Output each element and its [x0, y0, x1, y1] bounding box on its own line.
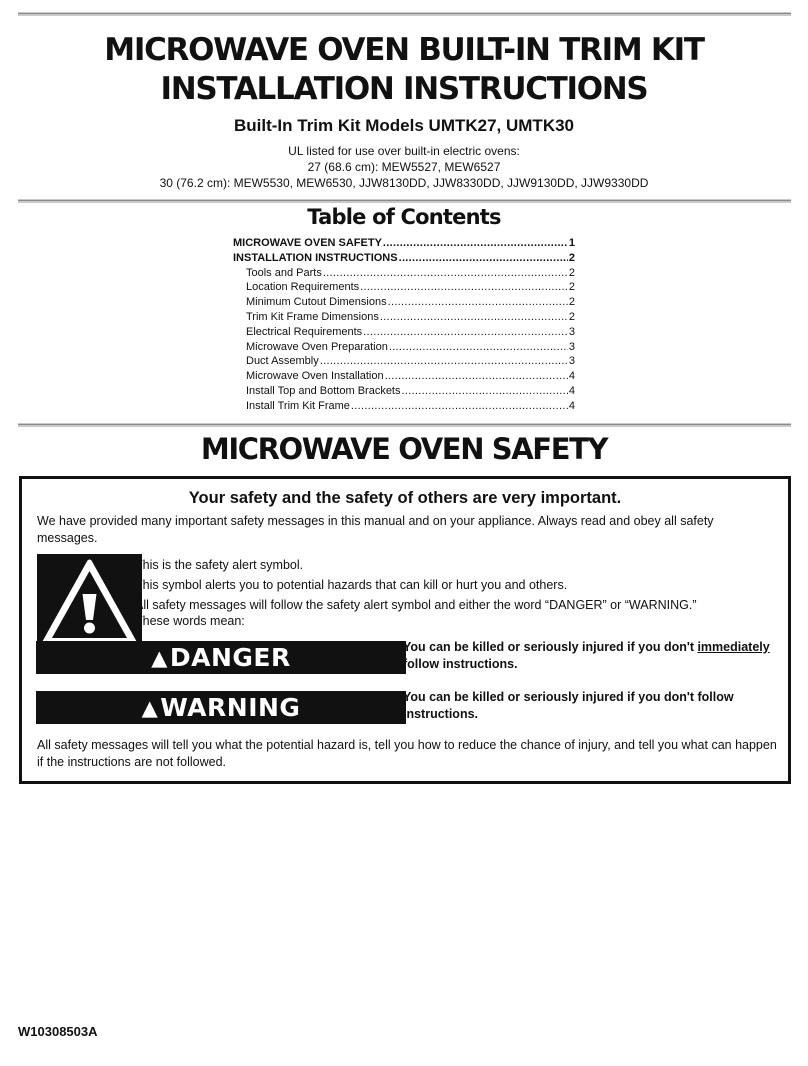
toc-title: Table of Contents: [307, 205, 501, 229]
toc-item-label: Microwave Oven Preparation: [246, 340, 388, 353]
toc-leader: [351, 399, 568, 414]
safety-symbol-line: This is the safety alert symbol.: [135, 558, 304, 572]
toc-item[interactable]: [233, 251, 575, 266]
warning-word: WARNING: [160, 693, 301, 722]
danger-text-emphasis: immediately: [697, 640, 770, 654]
table-of-contents: [233, 236, 575, 414]
top-rule: [18, 12, 791, 16]
danger-label: [36, 641, 406, 674]
toc-leader: [389, 340, 568, 355]
toc-item-label: Trim Kit Frame Dimensions: [246, 310, 379, 323]
warning-text: You can be killed or seriously injured if you don't follow instructions.: [403, 690, 734, 721]
toc-leader: [380, 310, 568, 325]
toc-item[interactable]: [233, 295, 575, 310]
toc-item[interactable]: [233, 266, 575, 281]
toc-leader: [385, 369, 568, 384]
toc-item-label: Duct Assembly: [246, 355, 319, 368]
safety-alert-icon: [37, 554, 142, 652]
toc-item-page: 2: [568, 281, 575, 294]
toc-leader: [383, 236, 568, 251]
safety-closing: All safety messages will tell you what the potential hazard is, tell you how to reduce the chance of injury, and tell you what can happen if the instructions are not followed.: [37, 738, 777, 769]
toc-leader: [320, 354, 568, 369]
ul-listing-line: UL listed for use over built-in electric ovens:: [288, 144, 520, 158]
toc-item[interactable]: [233, 354, 575, 369]
toc-item-label: Install Top and Bottom Brackets: [246, 384, 401, 397]
toc-item[interactable]: [233, 399, 575, 414]
warning-label: [36, 691, 406, 724]
toc-item[interactable]: [233, 340, 575, 355]
toc-item-page: 4: [568, 399, 575, 412]
toc-item-page: 4: [568, 384, 575, 397]
document-title-line2: INSTALLATION INSTRUCTIONS: [160, 71, 648, 107]
toc-item-page: 1: [568, 237, 575, 249]
toc-item-page: 2: [568, 296, 575, 309]
toc-item-label: Location Requirements: [246, 281, 360, 294]
toc-item-page: 3: [568, 340, 575, 353]
toc-item[interactable]: [233, 280, 575, 295]
toc-item-label: Tools and Parts: [246, 266, 322, 279]
safety-section-title: MICROWAVE OVEN SAFETY: [200, 432, 608, 466]
toc-leader: [323, 266, 568, 281]
toc-item-label: MICROWAVE OVEN SAFETY: [233, 237, 382, 249]
warning-triangle-icon: ▲: [141, 695, 159, 720]
toc-item[interactable]: [233, 369, 575, 384]
toc-item-page: 2: [568, 251, 575, 264]
toc-item-page: 3: [568, 355, 575, 368]
danger-text-tail: follow instructions.: [403, 657, 518, 671]
toc-item-label: Minimum Cutout Dimensions: [246, 296, 387, 309]
toc-leader: [360, 280, 568, 295]
warning-triangle-icon: ▲: [151, 645, 168, 670]
toc-item-label: INSTALLATION INSTRUCTIONS: [233, 251, 398, 264]
toc-item[interactable]: [233, 310, 575, 325]
ul-models-27: 27 (68.6 cm): MEW5527, MEW6527: [307, 160, 501, 174]
toc-item[interactable]: [233, 325, 575, 340]
toc-item[interactable]: [233, 236, 575, 251]
rule-after-toc: [18, 423, 791, 427]
toc-leader: [399, 251, 568, 266]
model-subtitle: Built-In Trim Kit Models UMTK27, UMTK30: [233, 116, 575, 135]
toc-item-label: Microwave Oven Installation: [246, 370, 384, 383]
toc-item-page: 3: [568, 325, 575, 338]
safety-symbol-line: This symbol alerts you to potential hazards that can kill or hurt you and others.: [135, 578, 568, 592]
document-title-line1: MICROWAVE OVEN BUILT-IN TRIM KIT: [104, 32, 704, 68]
danger-word: DANGER: [169, 643, 291, 672]
safety-symbol-line: All safety messages will follow the safety alert symbol and either the word “DANGER” or “WARNING.”: [135, 598, 697, 612]
toc-item-label: Install Trim Kit Frame: [246, 399, 350, 412]
document-number: W10308503A: [18, 1024, 98, 1039]
toc-item-page: 4: [568, 370, 575, 383]
safety-box: [19, 476, 791, 784]
toc-item-label: Electrical Requirements: [246, 325, 363, 338]
safety-heading: Your safety and the safety of others are very important.: [188, 489, 622, 507]
toc-item[interactable]: [233, 384, 575, 399]
safety-symbol-line: These words mean:: [135, 614, 245, 628]
safety-intro: We have provided many important safety messages in this manual and on your appliance. Always read and obey all safety messages.: [37, 514, 714, 545]
toc-leader: [363, 325, 568, 340]
ul-models-30: 30 (76.2 cm): MEW5530, MEW6530, JJW8130DD, JJW8330DD, JJW9130DD, JJW9330DD: [159, 176, 649, 190]
toc-leader: [402, 384, 568, 399]
danger-text: [403, 639, 783, 673]
danger-text-lead: You can be killed or seriously injured if you don't: [403, 640, 698, 654]
toc-item-page: 2: [568, 266, 575, 279]
toc-leader: [388, 295, 568, 310]
rule-after-header: [18, 199, 791, 203]
toc-item-page: 2: [568, 310, 575, 323]
